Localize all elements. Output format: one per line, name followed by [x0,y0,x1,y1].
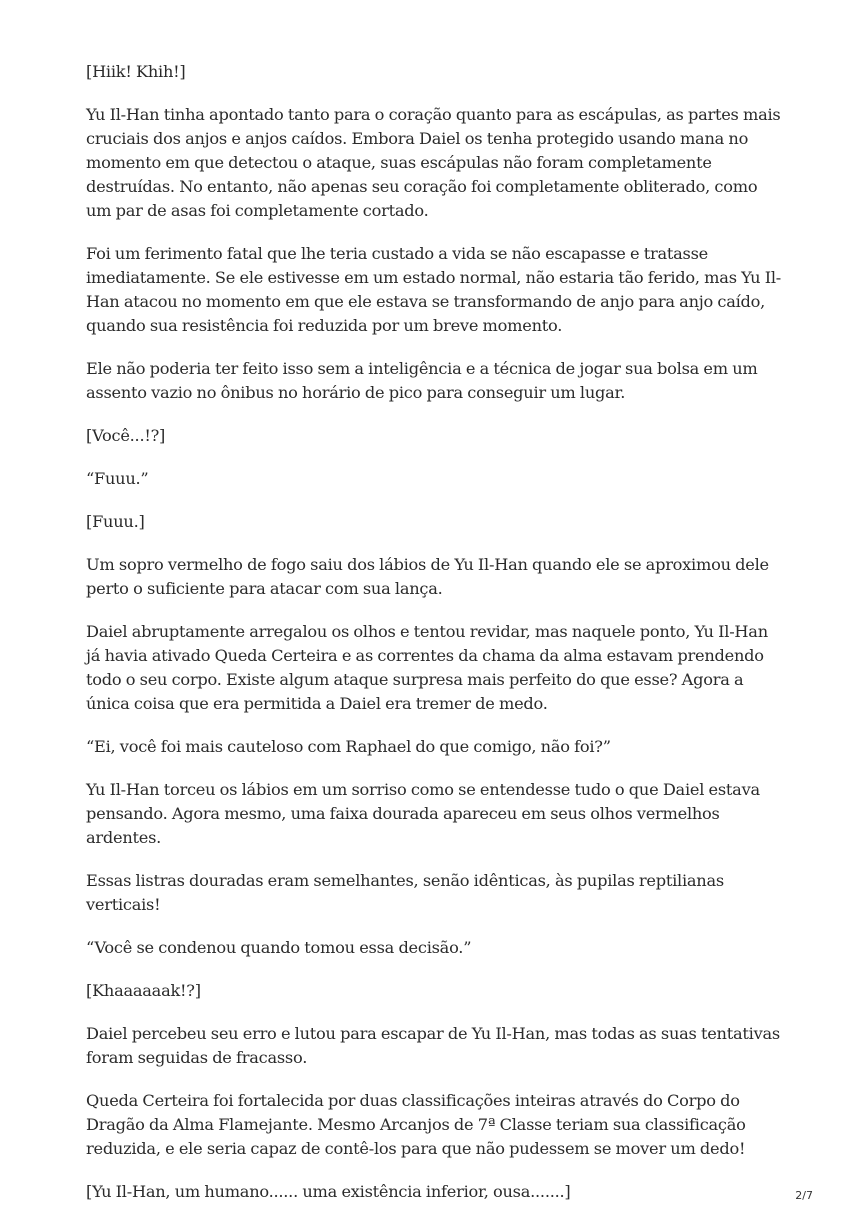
paragraph-9: Daiel abruptamente arregalou os olhos e tentou revidar, mas naquele ponto, Yu Il-Han já havia ativado Queda Certeira e as correntes da chama da alma estavam prendendo todo o seu corpo. Existe algum ataque surpresa mais perfeito do que esse? Agora a única coisa que era permitida a Daiel era tremer de medo. [86,622,768,713]
paragraph-16: Queda Certeira foi fortalecida por duas classificações inteiras através do Corpo do Dragão da Alma Flamejante. Mesmo Arcanjos de 7ª Classe teriam sua classificação reduzida, e ele seria capaz de contê-los para que não pudessem se mover um dedo! [86,1091,746,1158]
paragraph-14: [Khaaaaaak!?] [86,981,201,1000]
paragraph-10: “Ei, você foi mais cauteloso com Raphael do que comigo, não foi?” [86,737,611,756]
paragraph-1: [Hiik! Khih!] [86,62,186,81]
paragraph-5: [Você...!?] [86,426,166,445]
document-body [86,60,786,1223]
page-number: 2/7 [795,1189,813,1202]
paragraph-6: “Fuuu.” [86,469,149,488]
paragraph-4: Ele não poderia ter feito isso sem a inteligência e a técnica de jogar sua bolsa em um assento vazio no ônibus no horário de pico para conseguir um lugar. [86,359,758,402]
paragraph-3: Foi um ferimento fatal que lhe teria custado a vida se não escapasse e tratasse imediatamente. Se ele estivesse em um estado normal, não estaria tão ferido, mas Yu Il-Han atacou no momento em que ele estava se transformando de anjo para anjo caído, quando sua resistência foi reduzida por um breve momento. [86,244,782,335]
paragraph-2: Yu Il-Han tinha apontado tanto para o coração quanto para as escápulas, as partes mais cruciais dos anjos e anjos caídos. Embora Daiel os tenha protegido usando mana no momento em que detectou o ataque, suas escápulas não foram completamente destruídas. No entanto, não apenas seu coração foi completamente obliterado, como um par de asas foi completamente cortado. [86,105,781,220]
paragraph-11: Yu Il-Han torceu os lábios em um sorriso como se entendesse tudo o que Daiel estava pensando. Agora mesmo, uma faixa dourada apareceu em seus olhos vermelhos ardentes. [86,780,760,847]
paragraph-12: Essas listras douradas eram semelhantes, senão idênticas, às pupilas reptilianas verticais! [86,871,724,914]
paragraph-7: [Fuuu.] [86,512,145,531]
paragraph-15: Daiel percebeu seu erro e lutou para escapar de Yu Il-Han, mas todas as suas tentativas foram seguidas de fracasso. [86,1024,780,1067]
paragraph-13: “Você se condenou quando tomou essa decisão.” [86,938,472,957]
paragraph-8: Um sopro vermelho de fogo saiu dos lábios de Yu Il-Han quando ele se aproximou dele perto o suficiente para atacar com sua lança. [86,555,769,598]
paragraph-17: [Yu Il-Han, um humano...... uma existência inferior, ousa.......] [86,1182,571,1201]
